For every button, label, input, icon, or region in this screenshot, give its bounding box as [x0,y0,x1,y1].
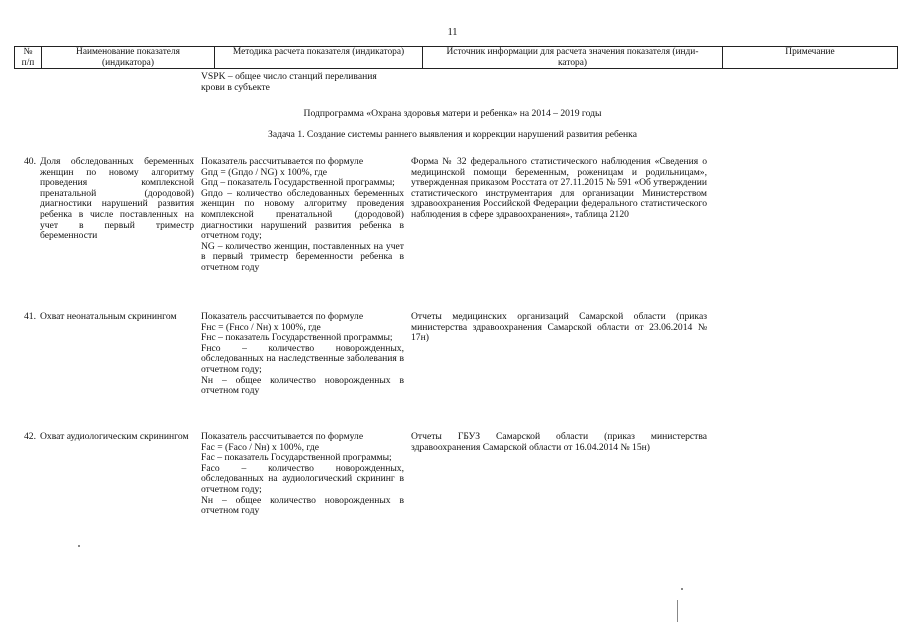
row-40-source: Форма № 32 федерального статистического наблюдения «Сведения о медицинской помощи беременным, роженицам и родильницам», утвержденная приказом Росстата от 27.11.2015 № 591 «Об утверждении статистического инструментария для организации Министерством здравоохранения Российской Федерации федерального статистического наблюдения в сфере здравоохранения», таблица 2120 [411,156,707,220]
row-40-method [201,157,404,274]
row-40-name: Доля обследованных беременных женщин по новому алгоритму проведения комплексной пренатальной (дородовой) диагностики нарушений развития ребенка в числе поставленных на учет в первый триместр беременности [40,156,194,242]
header-source: Источник информации для расчета значения показателя (инди- катора) [423,47,723,69]
header-name: Наименование показателя (индикатора) [42,47,215,69]
method-definition: Fас – показатель Государственной программы; [201,452,392,464]
row-41-name: Охват неонатальным скринингом [40,311,177,322]
method-definition: Nн – общее количество новорожденных в отчетном году [201,494,404,517]
row-42-method [201,432,404,517]
row-41-number: 41. [24,311,36,322]
subprogram-title: Подпрограмма «Охрана здоровья матери и ребенка» на 2014 – 2019 годы [303,108,602,119]
row-42-name: Охват аудиологическим скринингом [40,431,189,442]
method-line: Показатель рассчитывается по формуле [201,156,364,167]
method-definition: Fасо – количество новорожденных, обследованных на аудиологический скрининг в отчетном году; [201,462,404,495]
method-definition: NG – количество женщин, поставленных на учет в первый триместр беременности ребенка в отчетном году [201,240,404,273]
table-header [14,46,898,69]
formula: Fнс = (Fнсо / Nн) x 100%, где [201,321,321,333]
method-line: Показатель рассчитывается по формуле [201,311,364,322]
header-note: Примечание [723,47,898,69]
row-41-source: Отчеты медицинских организаций Самарской области (приказ министерства здравоохранения Самарской области от 23.06.2014 № 17н) [411,311,707,344]
header-method: Методика расчета показателя (индикатора) [215,47,423,69]
method-definition: Fнсо – количество новорожденных, обследованных на наследственные заболевания в отчетном году; [201,342,404,375]
method-definition: Fнс – показатель Государственной программы; [201,332,393,344]
continuation-text: VSPK – общее число станций переливания крови в субъекте [201,71,377,93]
row-41-method [201,312,404,397]
method-definition: Gпд – показатель Государственной программы; [201,177,395,189]
header-no: № п/п [15,47,42,69]
row-42-number: 42. [24,431,36,442]
formula: Fас = (Fасо / Nн) x 100%, где [201,441,319,453]
method-definition: Gпдо – количество обследованных беременных женщин по новому алгоритму проведения комплексной пренатальной (дородовой) диагностики нарушений развития ребенка в отчетном году; [201,187,404,242]
task-title: Задача 1. Создание системы раннего выявления и коррекции нарушений развития ребенка [268,129,637,140]
scan-mark [681,588,683,590]
method-line: Показатель рассчитывается по формуле [201,431,364,442]
row-42-source: Отчеты ГБУЗ Самарской области (приказ министерства здравоохранения Самарской области от 16.04.2014 № 15н) [411,431,707,453]
formula: Gпд = (Gпдо / NG) x 100%, где [201,166,327,178]
scan-mark [677,600,678,622]
page-number: 11 [447,27,458,38]
scan-mark [78,545,80,547]
method-definition: Nн – общее количество новорожденных в отчетном году [201,374,404,397]
row-40-number: 40. [24,156,36,167]
